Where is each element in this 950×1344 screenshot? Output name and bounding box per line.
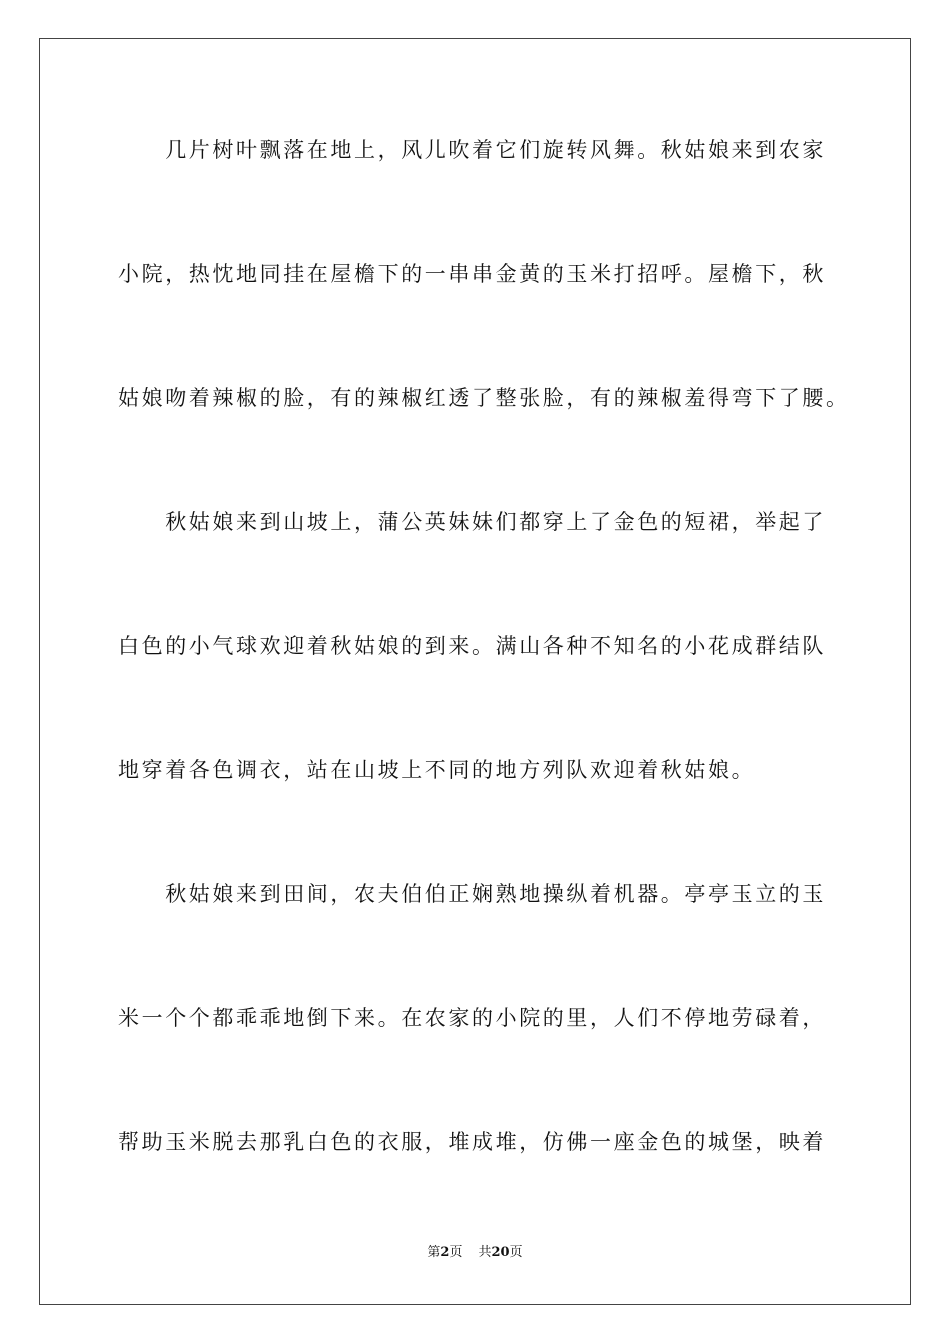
- total-prefix: 共: [478, 1245, 492, 1260]
- page-number: 2: [440, 1245, 450, 1260]
- paragraph-line-6: 地穿着各色调衣，站在山坡上不同的地方列队欢迎着秋姑娘。: [118, 758, 756, 782]
- paragraph-line-2: 小院，热忱地同挂在屋檐下的一串串金黄的玉米打招呼。屋檐下，秋: [118, 262, 826, 286]
- total-pages: 20: [491, 1245, 510, 1260]
- paragraph-line-4: 秋姑娘来到山坡上，蒲公英妹妹们都穿上了金色的短裙，举起了: [118, 510, 826, 534]
- page-suffix: 页: [449, 1245, 463, 1260]
- paragraph-line-8: 米一个个都乖乖地倒下来。在农家的小院的里，人们不停地劳碌着，: [118, 1006, 826, 1030]
- paragraph-line-5: 白色的小气球欢迎着秋姑娘的到来。满山各种不知名的小花成群结队: [118, 634, 826, 658]
- paragraph-line-7: 秋姑娘来到田间，农夫伯伯正娴熟地操纵着机器。亭亭玉立的玉: [118, 882, 826, 906]
- page-footer: [0, 1244, 950, 1262]
- paragraph-line-3: 姑娘吻着辣椒的脸，有的辣椒红透了整张脸，有的辣椒羞得弯下了腰。: [118, 386, 850, 410]
- page-prefix: 第: [427, 1245, 441, 1260]
- page-border: [39, 38, 911, 1305]
- paragraph-line-1: 几片树叶飘落在地上，风儿吹着它们旋转风舞。秋姑娘来到农家: [118, 138, 826, 162]
- paragraph-line-9: 帮助玉米脱去那乳白色的衣服，堆成堆，仿佛一座金色的城堡，映着: [118, 1130, 826, 1154]
- total-suffix: 页: [509, 1245, 523, 1260]
